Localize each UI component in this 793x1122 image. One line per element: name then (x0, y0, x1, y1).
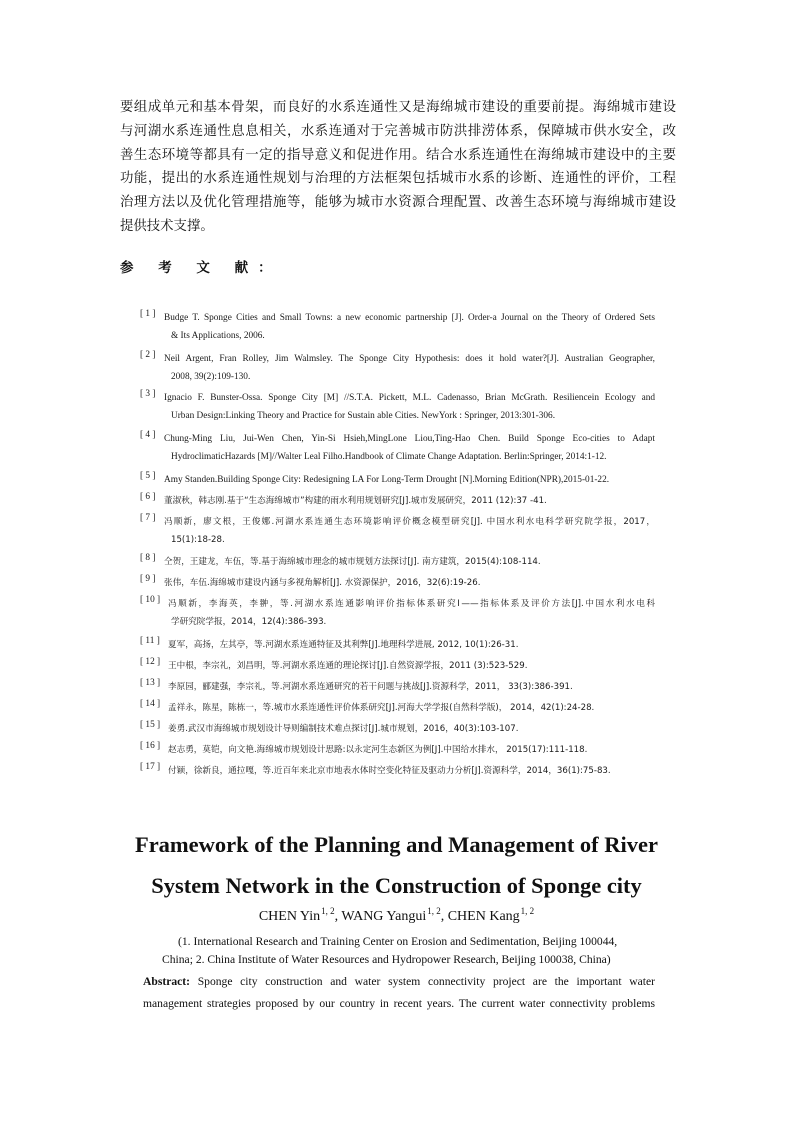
reference-line: 冯顺新，廖文根，王俊娜.河湖水系连通生态环境影响评价概念模型研究[J]. 中国水利水电科学研究院学报，2017， (164, 517, 655, 527)
affiliation-line-2: China; 2. China Institute of Water Resources and Hydropower Research, Beijing 100038, China) (162, 953, 611, 966)
reference-item (140, 636, 655, 654)
reference-line: Chung-Ming Liu, Jui-Wen Chen, Yin-Si Hsieh,MingLone Liou,Ting-Hao Chen. Build Sponge Eco-cities to Adapt (164, 434, 655, 444)
author-affiliation-marker: 1, 2 (321, 906, 335, 916)
reference-number: [ 12 ] (140, 657, 161, 667)
reference-line: 王中根，李宗礼，刘昌明，等.河湖水系连通的理论探讨[J].自然资源学报，2011 (3):523-529. (168, 661, 528, 671)
affiliation-line-1: (1. International Research and Training Center on Erosion and Sedimentation, Beijing 100044, (178, 935, 618, 948)
reference-line: Amy Standen.Building Sponge City: Redesigning LA For Long-Term Drought [N].Morning Edition(NPR),2015-01-22. (164, 475, 610, 485)
reference-line: 张伟，车伍.海绵城市建设内涵与多视角解析[J]. 水资源保护，2016，32(6):19-26. (164, 578, 481, 588)
reference-item (140, 741, 655, 759)
reference-line: 李原园，郦建强，李宗礼，等.河湖水系连通研究的若干问题与挑战[J].资源科学，2011， 33(3):386-391. (168, 682, 573, 692)
abstract-line (143, 971, 655, 993)
intro-line: 功能，提出的水系连通性规划与治理的方法框架包括城市水系的诊断、连通性的评价，工程 (120, 171, 676, 187)
reference-line: 姜勇.武汉市海绵城市规划设计导则编制技术难点探讨[J].城市规划，2016，40(3):103-107. (168, 724, 519, 734)
author-name: CHEN Kang (447, 909, 520, 924)
reference-line: & Its Applications, 2006. (171, 331, 265, 341)
author-affiliation-marker: 1, 2 (520, 906, 535, 916)
reference-item (140, 699, 655, 717)
references-heading: 参 考 文 献： (120, 260, 282, 276)
english-title-line-2: System Network in the Construction of Sponge city (151, 873, 642, 898)
reference-item (140, 595, 655, 631)
intro-line: 善生态环境等都具有一定的指导意义和促进作用。结合水系连通性在海绵城市建设中的主要 (120, 147, 676, 163)
reference-number: [ 16 ] (140, 741, 161, 751)
reference-item (140, 430, 655, 466)
reference-line: 学研究院学报，2014，12(4):386-393. (171, 617, 327, 627)
reference-number: [ 9 ] (140, 574, 156, 584)
author-list (0, 906, 793, 925)
reference-number: [ 11 ] (140, 636, 160, 646)
reference-number: [ 10 ] (140, 595, 161, 605)
intro-paragraph (120, 96, 676, 239)
reference-item (140, 492, 655, 510)
reference-line: Budge T. Sponge Cities and Small Towns: a new economic partnership [J]. Order-a Journal on the Theory of Ordered Sets (164, 313, 655, 323)
reference-item (140, 471, 655, 489)
reference-line: 赵志勇，莫铠，向文艳.海绵城市规划设计思路:以永定河生态新区为例[J].中国给水排水， 2015(17):111-118. (168, 745, 588, 755)
reference-item (140, 678, 655, 696)
reference-item (140, 350, 655, 386)
author-separator: , (440, 909, 448, 924)
reference-number: [ 15 ] (140, 720, 161, 730)
author-separator: , (334, 909, 342, 924)
author-name: WANG Yangui (341, 909, 427, 924)
reference-number: [ 6 ] (140, 492, 156, 502)
reference-line: 仝贺，王建龙，车伍，等.基于海绵城市理念的城市规划方法探讨[J]. 南方建筑，2015(4):108-114. (164, 557, 541, 567)
reference-line: 2008, 39(2):109-130. (171, 372, 251, 382)
abstract-text: Sponge city construction and water system connectivity project are the important water (190, 975, 655, 988)
reference-item (140, 762, 655, 780)
intro-line: 治理方法以及优化管理措施等，能够为城市水资源合理配置、改善生态环境与海绵城市建设 (120, 195, 676, 211)
reference-item (140, 553, 655, 571)
reference-number: [ 14 ] (140, 699, 161, 709)
reference-line: Neil Argent, Fran Rolley, Jim Walmsley. The Sponge City Hypothesis: does it hold water?[J]. Australian Geographer, (164, 354, 655, 364)
reference-number: [ 4 ] (140, 430, 156, 440)
reference-line: HydroclimaticHazards [M]//Walter Leal Filho.Handbook of Climate Change Adaptation. Berlin:Springer, 2014:1-12. (171, 452, 607, 462)
reference-line: 孟祥永，陈星，陈栋一，等.城市水系连通性评价体系研究[J].河海大学学报(自然科学版)， 2014，42(1):24-28. (168, 703, 595, 713)
reference-number: [ 5 ] (140, 471, 156, 481)
reference-line: 董淑秋，韩志刚.基于“生态海绵城市”构建的雨水利用规划研究[J].城市发展研究，2011 (12):37 -41. (164, 496, 547, 506)
intro-line: 要组成单元和基本骨架，而良好的水系连通性又是海绵城市建设的重要前提。海绵城市建设 (120, 100, 676, 115)
reference-line: 冯顺新，李海英，李翀，等.河湖水系连通影响评价指标体系研究Ⅰ——指标体系及评价方法[J].中国水利水电科 (168, 599, 655, 609)
reference-number: [ 8 ] (140, 553, 156, 563)
reference-number: [ 3 ] (140, 389, 156, 399)
abstract-line: management strategies proposed by our country in recent years. The current water connectivity problems (143, 996, 655, 1010)
reference-item (140, 720, 655, 738)
reference-item (140, 389, 655, 425)
reference-number: [ 7 ] (140, 513, 156, 523)
reference-item (140, 657, 655, 675)
reference-number: [ 2 ] (140, 350, 156, 360)
intro-line: 提供技术支撑。 (120, 218, 214, 234)
reference-number: [ 13 ] (140, 678, 161, 688)
reference-line: 15(1):18-28. (171, 535, 225, 545)
reference-line: 夏军，高扬，左其亭，等.河湖水系连通特征及其利弊[J].地理科学进展, 2012, 10(1):26-31. (168, 640, 519, 650)
reference-item (140, 309, 655, 345)
author-affiliation-marker: 1, 2 (427, 906, 441, 916)
reference-item (140, 513, 655, 549)
intro-line: 与河湖水系连通性息息相关，水系连通对于完善城市防洪排涝体系，保障城市供水安全，改 (120, 123, 676, 139)
reference-item (140, 574, 655, 592)
reference-line: Ignacio F. Bunster-Ossa. Sponge City [M] //S.T.A. Pickett, M.L. Cadenasso, Brian McGrath. Resiliencein Ecology and (164, 393, 655, 403)
reference-line: 付颖，徐新良，通拉嘎，等.近百年来北京市地表水体时空变化特征及驱动力分析[J].资源科学，2014，36(1):75-83. (168, 766, 611, 776)
english-abstract (143, 971, 655, 1014)
reference-line: Urban Design:Linking Theory and Practice for Sustain able Cities. NewYork : Springer, 2013:301-306. (171, 411, 556, 421)
author-name: CHEN Yin (258, 909, 321, 924)
english-title-line-1: Framework of the Planning and Management of River (134, 832, 659, 857)
reference-number: [ 1 ] (140, 309, 156, 319)
abstract-label: Abstract: (143, 975, 191, 988)
reference-number: [ 17 ] (140, 762, 161, 772)
